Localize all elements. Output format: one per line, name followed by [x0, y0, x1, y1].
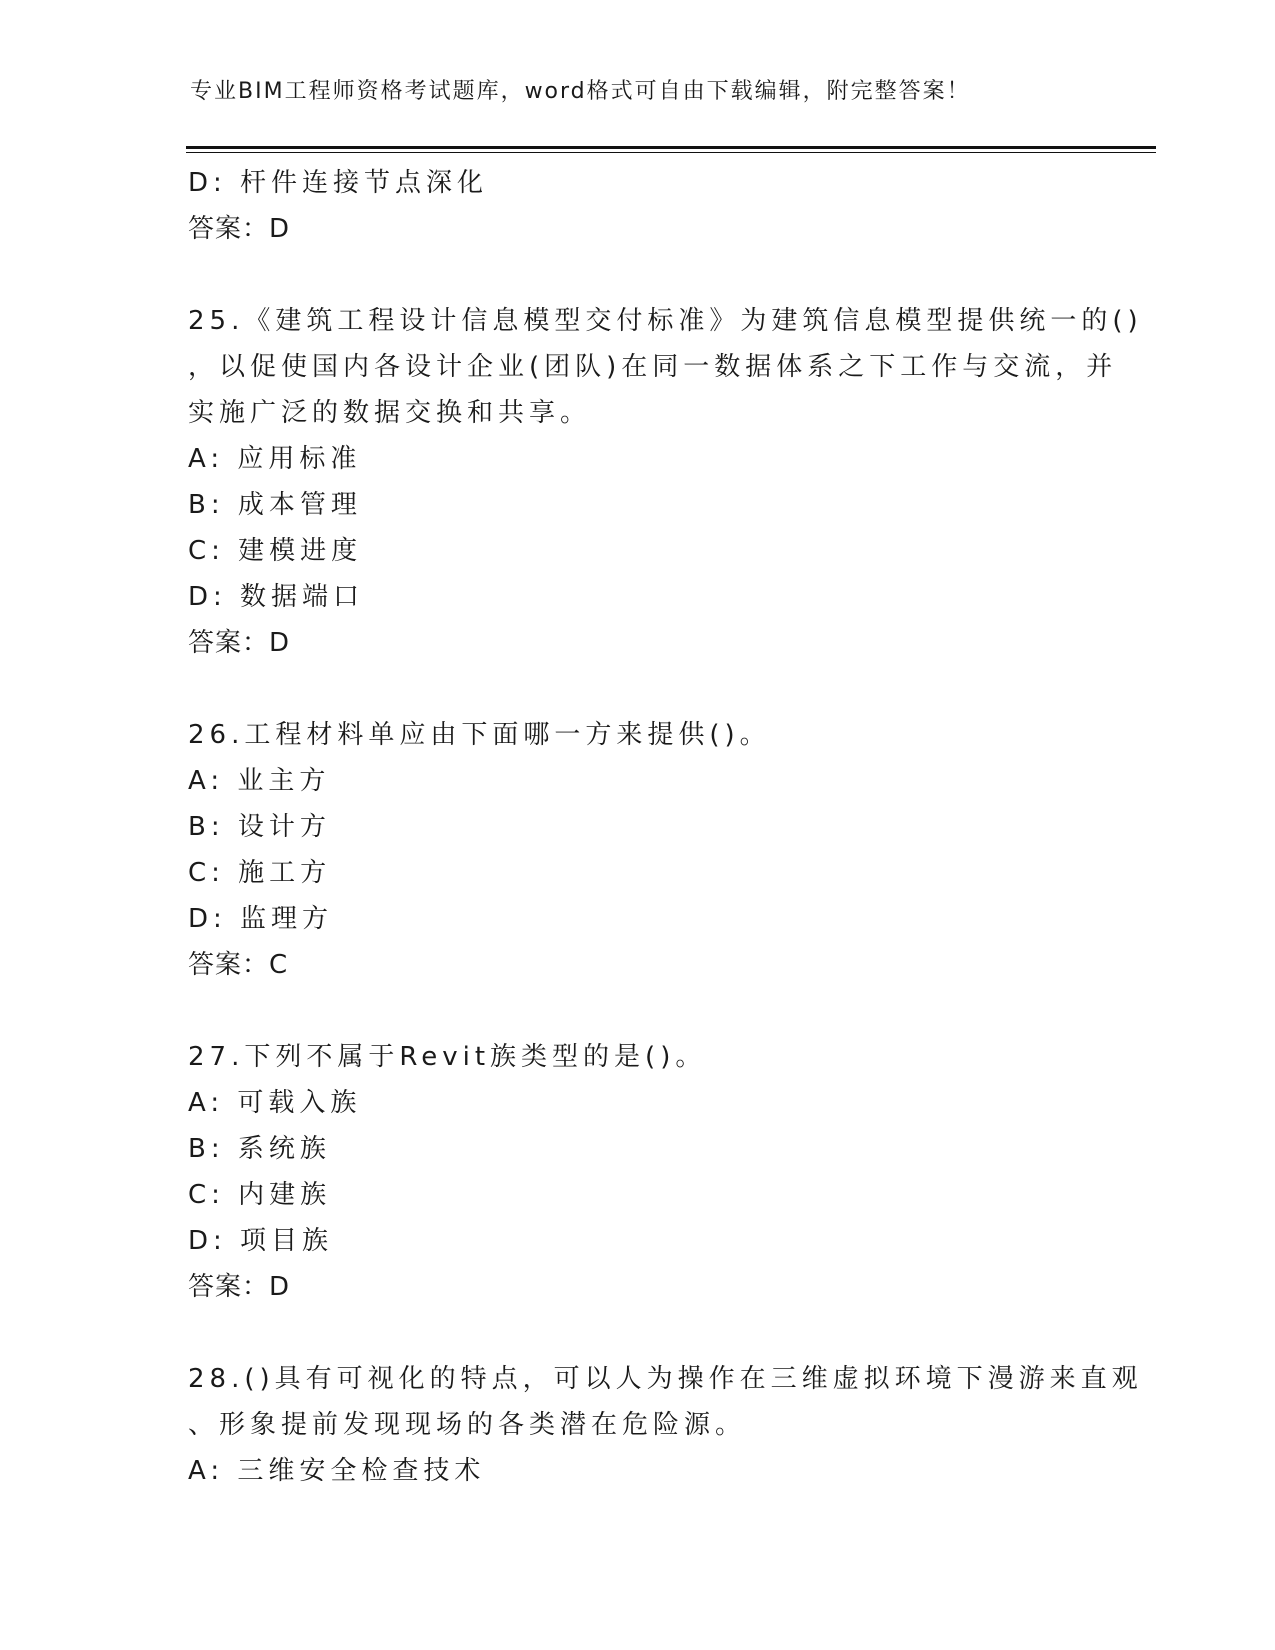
question-text: 实施广泛的数据交换和共享。	[188, 398, 592, 428]
question-text: 26.工程材料单应由下面哪一方来提供()。	[188, 720, 771, 750]
option-d: D: 杆件连接节点深化	[188, 168, 489, 198]
question-text: 27.下列不属于Revit族类型的是()。	[188, 1042, 707, 1072]
option-b: B: 成本管理	[188, 490, 362, 520]
question-28	[188, 1356, 1143, 1494]
option-c: C: 内建族	[188, 1180, 332, 1210]
question-text: 28.()具有可视化的特点，可以人为操作在三维虚拟环境下漫游来直观	[188, 1364, 1143, 1394]
question-text: 25.《建筑工程设计信息模型交付标准》为建筑信息模型提供统一的()	[188, 306, 1143, 336]
answer-line: 答案：D	[188, 214, 291, 244]
answer-line: 答案：C	[188, 950, 289, 980]
question-content	[188, 160, 1143, 1494]
question-27	[188, 1034, 1088, 1310]
spacer	[188, 1310, 1088, 1356]
answer-line: 答案：D	[188, 628, 291, 658]
spacer	[188, 666, 1088, 712]
option-a: A: 应用标准	[188, 444, 362, 474]
option-c: C: 建模进度	[188, 536, 363, 566]
header-rule-thick	[186, 146, 1156, 149]
option-b: B: 设计方	[188, 812, 331, 842]
question-26	[188, 712, 1088, 988]
spacer	[188, 252, 1088, 298]
option-b: B: 系统族	[188, 1134, 331, 1164]
spacer	[188, 988, 1088, 1034]
option-d: D: 监理方	[188, 904, 334, 934]
question-25	[188, 298, 1143, 666]
option-d: D: 项目族	[188, 1226, 334, 1256]
header-rule-thin	[186, 152, 1156, 153]
option-a: A: 业主方	[188, 766, 331, 796]
option-c: C: 施工方	[188, 858, 332, 888]
option-a: A: 三维安全检查技术	[188, 1456, 486, 1486]
question-text: 、形象提前发现现场的各类潜在危险源。	[188, 1410, 747, 1440]
option-d: D: 数据端口	[188, 582, 365, 612]
answer-line: 答案：D	[188, 1272, 291, 1302]
option-a: A: 可载入族	[188, 1088, 362, 1118]
page-header: 专业BIM工程师资格考试题库，word格式可自由下载编辑，附完整答案！	[190, 79, 971, 104]
question-text: ，以促使国内各设计企业(团队)在同一数据体系之下工作与交流，并	[188, 352, 1118, 382]
